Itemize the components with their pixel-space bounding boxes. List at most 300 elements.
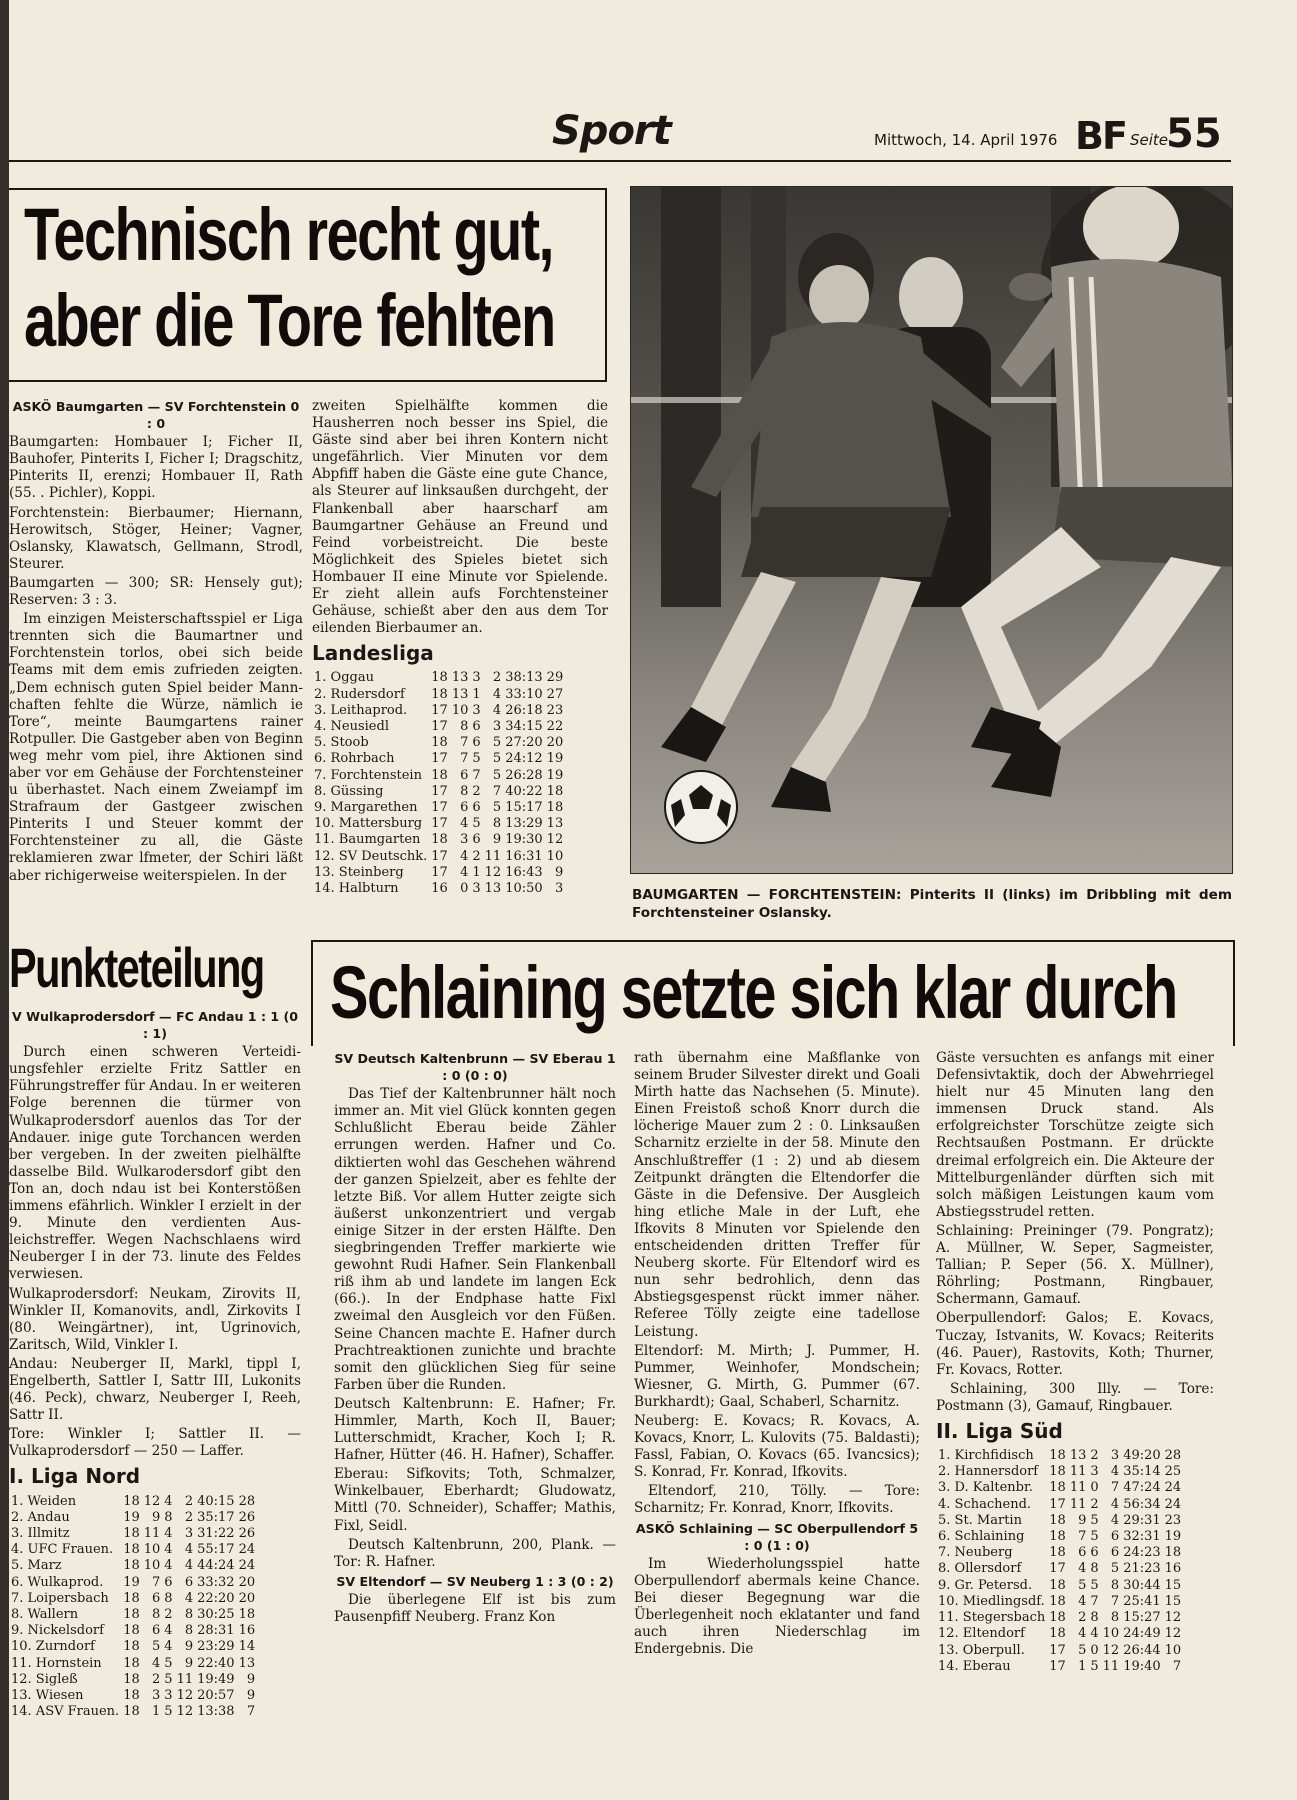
standings-table-liga-nord (9, 1494, 257, 1721)
article-1-column-a (9, 398, 303, 887)
table-cell: 26:18 (505, 702, 543, 718)
article-paragraph: Schlaining, 300 Illy. — Tore: Postmann (3), Gamauf, Ringbauer. (936, 1380, 1214, 1414)
table-cell: 7 (1110, 1593, 1120, 1609)
table-cell: 19 (546, 751, 564, 767)
table-cell: 1 (1078, 1658, 1087, 1674)
table-cell: 11 (143, 1525, 161, 1541)
table-cell: 44:24 (197, 1558, 235, 1574)
table-cell: 7 (460, 751, 469, 767)
table-cell: 7 (492, 783, 502, 799)
table-cell: 5 (1090, 1658, 1099, 1674)
table-cell: 29 (546, 670, 564, 686)
table-cell: 9 (184, 1639, 194, 1655)
table-cell: 2 (1090, 1448, 1099, 1464)
table-cell: 31:22 (197, 1525, 235, 1541)
table-cell: 3 (184, 1525, 194, 1541)
article-paragraph: Schlaining: Preininger (79. Pongratz); A. Müllner, W. Seper, Sagmeister, Tallian; P. Seper (56. X. Müllner), Röhrling; Postmann, Ringbauer, Schermann, Gamauf. (936, 1222, 1214, 1308)
table-cell: 18 (546, 800, 564, 816)
table-cell: 2 (184, 1509, 194, 1525)
table-cell: 4 (164, 1525, 173, 1541)
table-cell: 10 (451, 702, 469, 718)
table-cell: 9 (1078, 1512, 1087, 1528)
table-cell: 14 (238, 1639, 256, 1655)
table-cell: 5 (1078, 1642, 1087, 1658)
table-cell: 4 (1078, 1626, 1087, 1642)
table-cell: 38:13 (505, 670, 543, 686)
table-cell: 8 (184, 1623, 194, 1639)
table-cell: 12 (176, 1687, 194, 1703)
table-cell: 23 (546, 702, 564, 718)
table-row (936, 1545, 1183, 1561)
table-cell: 28:31 (197, 1623, 235, 1639)
table-cell: 12 (1164, 1626, 1182, 1642)
table-cell: 18 (1049, 1448, 1066, 1464)
table-row (312, 832, 565, 848)
table-cell: 13:29 (505, 816, 543, 832)
table-cell: 1 (472, 864, 481, 880)
table-cell: 2 (472, 783, 481, 799)
table-cell: 6 (472, 735, 481, 751)
table-row (312, 800, 565, 816)
table-cell: 0 (1090, 1642, 1099, 1658)
table-row (9, 1591, 257, 1607)
table-row (9, 1526, 257, 1542)
table-cell: 35:14 (1123, 1464, 1161, 1480)
table-cell: 19 (123, 1509, 140, 1525)
masthead-rule (9, 160, 1231, 162)
table-cell: 13 (451, 670, 469, 686)
table-cell: 17 (431, 800, 448, 816)
table-cell: 10 (546, 848, 564, 864)
table-cell: 9 (152, 1509, 161, 1525)
article-paragraph: Durch einen schweren Verteidiungsfehler erzielte Fritz Sattler en Führungstreffer für Andau. In er weiteren Folge berennen die türmer von Wulkaprodersdorf auenlos das Tor der Andauer. inige gute Torchancen werden ber vergeben. In der zweiten pielhälfte dasselbe Bild. Wulkarodersdorf gibt den Ton an, doch ndau ist bei Konterstößen immens efährlich. Winkler I erzielt in der 9. Minute den verdienten Ausleichstreffer. Wegen Nachschlaens wird Neuberger I in der 73. linute des Feldes verwiesen. (9, 1044, 301, 1283)
team-name: 2. Hannersdorf (938, 1464, 1039, 1480)
table-cell: 18 (123, 1687, 140, 1703)
table-cell: 9 (492, 832, 502, 848)
table-cell: 15:17 (505, 800, 543, 816)
table-cell: 4 (1110, 1496, 1120, 1512)
table-title-liga-nord: I. Liga Nord (9, 1464, 141, 1489)
article-paragraph: Forchtenstein: Bierbaumer; Hiernann, Herowitsch, Stöger, Heiner; Vagner, Oslansky, Klawatsch, Gellmann, Strodl, Steurer. (9, 504, 303, 572)
table-cell: 17 (431, 816, 448, 832)
table-cell: 26:28 (505, 767, 543, 783)
newspaper-logo: BF (1075, 114, 1126, 158)
table-row (936, 1448, 1183, 1464)
standings-table-landesliga (312, 670, 565, 897)
article-paragraph: Deutsch Kaltenbrunn: E. Hafner; Fr. Himmler, Marth, Koch II, Bauer; Lutterschmidt, Kracher, Koch I; R. Hafner, Hütter (46. H. Hafner), Schaffer. (334, 1395, 616, 1464)
table-cell: 2 (492, 670, 502, 686)
table-cell: 29:31 (1123, 1512, 1161, 1528)
table-cell: 7 (152, 1574, 161, 1590)
table-cell: 4 (184, 1590, 194, 1606)
table-cell: 5 (492, 800, 502, 816)
table-row (936, 1578, 1183, 1594)
table-cell: 22:40 (197, 1655, 235, 1671)
table-cell: 4 (1078, 1561, 1087, 1577)
table-cell: 4 (1110, 1512, 1120, 1528)
table-cell: 18 (1049, 1464, 1066, 1480)
table-cell: 4 (184, 1542, 194, 1558)
table-cell: 18 (1049, 1610, 1066, 1626)
table-cell: 16 (238, 1623, 256, 1639)
table-cell: 7 (1078, 1529, 1087, 1545)
team-name: 9. Gr. Petersd. (938, 1577, 1033, 1593)
table-cell: 19:49 (197, 1671, 235, 1687)
table-cell: 28 (1164, 1448, 1182, 1464)
table-cell: 18 (431, 670, 448, 686)
table-cell: 18 (1049, 1545, 1066, 1561)
table-cell: 4 (460, 848, 469, 864)
table-cell: 18 (431, 735, 448, 751)
table-cell: 15 (1164, 1577, 1182, 1593)
team-name: 3. Illmitz (11, 1525, 70, 1541)
table-row (312, 865, 565, 881)
table-cell: 18 (1049, 1626, 1066, 1642)
table-row (936, 1480, 1183, 1496)
team-name: 4. Schachend. (938, 1496, 1032, 1512)
table-row (9, 1672, 257, 1688)
match-photo (630, 186, 1233, 874)
table-cell: 4 (492, 702, 502, 718)
table-cell: 5 (492, 751, 502, 767)
article-paragraph: Wulkaprodersdorf: Neukam, Zirovits II, Winkler II, Komanovits, andl, Zirkovits I (80. Weingärtner), int, Ugrinovich, Zaritsch, Wild, Vinkler I. (9, 1285, 301, 1353)
table-cell: 27 (546, 686, 564, 702)
table-cell: 18 (431, 832, 448, 848)
table-cell: 30:25 (197, 1606, 235, 1622)
table-row (312, 784, 565, 800)
table-cell: 4 (164, 1493, 173, 1509)
table-cell: 18 (123, 1704, 140, 1720)
team-name: 6. Rohrbach (314, 751, 395, 767)
table-cell: 4 (1090, 1626, 1099, 1642)
article-paragraph: Das Tief der Kaltenbrunner hält noch immer an. Mit viel Glück konnten gegen Schlußlicht Eberau beide Zähler errungen werden. Hafner und Co. diktierten wohl das Geschehen während der ganzen Spielzeit, aber es fehlte der letzte Biß. Vor allem Hutter zeigte sich äußerst unkonzentriert und vergab einige Sitzer in der ersten Hälfte. Den siegbringenden Treffer markierte wie gewohnt Rudi Hafner. Sein Flankenball riß ihm ab und landete im langen Eck (66.). In der Endphase hatte Fixl zweimal den Ausgleich vor den Füßen. Seine Chancen machte E. Hafner durch Prachtreaktionen zunichte und brachte somit den glücklichen Sieg für seine Farben über die Runden. (334, 1086, 616, 1393)
table-cell: 18 (431, 767, 448, 783)
table-cell: 3 (472, 881, 481, 897)
team-name: 11. Stegersbach (938, 1610, 1046, 1626)
table-row (936, 1464, 1183, 1480)
table-cell: 17 (431, 864, 448, 880)
table-cell: 18 (1049, 1593, 1066, 1609)
team-name: 6. Schlaining (938, 1529, 1025, 1545)
table-cell: 3 (152, 1687, 161, 1703)
table-cell: 56:34 (1123, 1496, 1161, 1512)
table-cell: 12 (143, 1493, 161, 1509)
table-cell: 40:22 (505, 783, 543, 799)
table-cell: 18 (1049, 1480, 1066, 1496)
table-cell: 5 (492, 735, 502, 751)
table-cell: 6 (472, 832, 481, 848)
table-cell: 18 (1049, 1512, 1066, 1528)
match-heading: V Wulkaprodersdorf — FC Andau 1 : 1 (0 : 1) (11, 1009, 299, 1042)
article-paragraph: Im einzigen Meisterschaftsspiel er Liga trennten sich die Baumartner und Forchtenstein torlos, obei sich beide Teams mit dem emis zufrieden zeigten. „Dem echnisch guten Spiel beider Mannchaften fehlte die Würze, nämlich ie Tore“, meinte Baumgartens rainer Rotpuller. Die Gastgeber aben von Beginn weg mehr vom piel, ihre Aktionen sind aber vor em Gehäuse der Forchtensteiner u überhastet. Nach einem Zweiampf im Strafraum der Gastgeer zwischen Pinterits I und Steuer kommt der Forchtensteiner zu all, die Gäste reklamieren zwar lfmeter, der Schiri läßt aber richigerweise weiterspielen. In der (9, 611, 303, 884)
article-3-column-3 (936, 1050, 1214, 1675)
table-cell: 17 (1049, 1658, 1066, 1674)
table-cell: 24:12 (505, 751, 543, 767)
article-paragraph: Die überlegene Elf ist bis zum Pausenpfiff Neuberg. Franz Kon (334, 1591, 616, 1625)
team-name: 1. Weiden (11, 1493, 77, 1509)
table-cell: 6 (1110, 1545, 1120, 1561)
table-cell: 7 (472, 767, 481, 783)
team-name: 4. UFC Frauen. (11, 1542, 114, 1558)
table-cell: 2 (472, 848, 481, 864)
team-name: 12. Eltendorf (938, 1626, 1025, 1642)
table-cell: 6 (152, 1590, 161, 1606)
table-cell: 6 (472, 719, 481, 735)
table-cell: 8 (460, 783, 469, 799)
table-cell: 22 (546, 719, 564, 735)
table-cell: 4 (460, 864, 469, 880)
match-heading: SV Deutsch Kaltenbrunn — SV Eberau 1 : 0 (0 : 0) (334, 1051, 616, 1084)
table-cell: 23 (1164, 1512, 1182, 1528)
table-cell: 8 (1110, 1577, 1120, 1593)
table-cell: 8 (164, 1509, 173, 1525)
table-cell: 10 (143, 1558, 161, 1574)
team-name: 5. Stoob (314, 735, 369, 751)
table-cell: 1 (472, 686, 481, 702)
table-cell: 4 (164, 1558, 173, 1574)
table-cell: 27:20 (505, 735, 543, 751)
team-name: 2. Rudersdorf (314, 686, 405, 702)
table-cell: 19 (546, 767, 564, 783)
page-label: Seite (1130, 131, 1169, 149)
table-row (312, 670, 565, 686)
table-cell: 7 (1172, 1658, 1182, 1674)
table-cell: 23:29 (197, 1639, 235, 1655)
table-cell: 35:17 (197, 1509, 235, 1525)
table-row (312, 881, 565, 897)
table-cell: 6 (472, 800, 481, 816)
article-paragraph: Eberau: Sifkovits; Toth, Schmalzer, Winkelbauer, Eberhardt; Gludowatz, Mittl (70. Schneider), Schaffer; Mathis, Fixl, Seidl. (334, 1466, 616, 1534)
table-cell: 26:44 (1123, 1642, 1161, 1658)
table-cell: 16:31 (505, 848, 543, 864)
table-cell: 33:10 (505, 686, 543, 702)
table-cell: 3 (1090, 1464, 1099, 1480)
table-cell: 18 (1049, 1577, 1066, 1593)
table-cell: 18 (431, 686, 448, 702)
table-cell: 22:20 (197, 1590, 235, 1606)
table-cell: 6 (1078, 1545, 1087, 1561)
table-cell: 17 (1049, 1561, 1066, 1577)
table-cell: 24 (238, 1542, 256, 1558)
team-name: 10. Miedlingsdf. (938, 1593, 1045, 1609)
table-cell: 18 (123, 1558, 140, 1574)
table-row (936, 1561, 1183, 1577)
table-cell: 26 (238, 1525, 256, 1541)
table-row (312, 751, 565, 767)
table-cell: 19 (1164, 1529, 1182, 1545)
table-cell: 8 (1110, 1610, 1120, 1626)
table-cell: 2 (152, 1671, 161, 1687)
table-cell: 3 (492, 719, 502, 735)
table-cell: 12 (546, 832, 564, 848)
article-paragraph: zweiten Spielhälfte kommen die Hausherren noch besser ins Spiel, die Gäste sind aber bei ihren Kontern nicht ungefährlich. Vier Minuten vor dem Abpfiff haben die Gäste eine gute Chance, als Steurer auf linksaußen durchgeht, der Flankenball aber haarscharf am Baumgartner Gehäuse an Freund und Feind vorbeistreicht. Die beste Möglichkeit des Spieles bietet sich Hombauer II eine Minute vor Spielende. Er zieht allein aufs Forchtensteiner Gehäuse, schießt aber den aus dem Tor eilenden Bierbaumer an. (312, 398, 608, 637)
team-name: 14. Halbturn (314, 881, 399, 897)
table-cell: 4 (164, 1542, 173, 1558)
table-cell: 6 (1090, 1545, 1099, 1561)
table-cell: 5 (1090, 1577, 1099, 1593)
table-cell: 8 (1090, 1610, 1099, 1626)
table-cell: 19 (123, 1574, 140, 1590)
table-cell: 6 (164, 1574, 173, 1590)
table-title-landesliga: Landesliga (312, 641, 434, 666)
article-paragraph: rath übernahm eine Maßflanke von seinem Bruder Silvester direkt und Goali Mirth hatte das Nachsehen (5. Minute). Einen Freistoß schoß Knorr durch die löcherige Mauer zum 2 : 0. Linksaußen Scharnitz erzielte in der 58. Minute den Anschlußtreffer (1 : 2) und ab diesem Zeitpunkt drängten die Eltendorfer die Gäste in die Defensive. Der Ausgleich hing etliche Male in der Luft, ehe Ifkovits 8 Minuten vor Spielende den entscheidenden dritten Treffer für Neuberg skorte. Für Eltendorf wird es nun sehr bedrohlich, denn das Abstiegsgespenst rückt immer näher. Referee Tölly zeigte eine tadellose Leistung. (634, 1050, 920, 1340)
issue-date: Mittwoch, 14. April 1976 (874, 131, 1058, 149)
table-cell: 13 (484, 881, 502, 897)
table-cell: 5 (164, 1704, 173, 1720)
article-paragraph: Eltendorf, 210, Tölly. — Tore: Scharnitz; Fr. Konrad, Knorr, Ifkovits. (634, 1483, 920, 1517)
team-name: 6. Wulkaprod. (11, 1574, 104, 1590)
table-cell: 18 (123, 1542, 140, 1558)
table-cell: 8 (184, 1606, 194, 1622)
table-cell: 17 (1049, 1642, 1066, 1658)
table-cell: 4 (152, 1655, 161, 1671)
football-players-image (631, 187, 1233, 874)
table-cell: 24 (1164, 1480, 1182, 1496)
table-cell: 34:15 (505, 719, 543, 735)
table-cell: 30:44 (1123, 1577, 1161, 1593)
article-paragraph: Andau: Neuberger II, Markl, tippl I, Engelberth, Sattler I, Sattr III, Lukonits (46. Peck), chwarz, Neuberger I, Reeh, Sattr II. (9, 1355, 301, 1424)
table-cell: 4 (164, 1623, 173, 1639)
headline-2: Punkteteilung (9, 936, 264, 999)
team-name: 8. Ollersdorf (938, 1561, 1022, 1577)
table-cell: 47:24 (1123, 1480, 1161, 1496)
article-1-column-b (312, 398, 608, 897)
table-cell: 17 (431, 719, 448, 735)
table-row (312, 816, 565, 832)
article-paragraph: Baumgarten: Hombauer I; Ficher II, Bauhofer, Pinterits I, Ficher I; Dragschitz, Pinterits II, erenzi; Hombauer II, Rath (55. . Pichler), Koppi. (9, 434, 303, 502)
headline-1-line-1: Technisch recht gut, (24, 193, 553, 276)
table-cell: 6 (1110, 1529, 1120, 1545)
table-row (9, 1688, 257, 1704)
table-cell: 8 (164, 1590, 173, 1606)
table-cell: 12 (484, 864, 502, 880)
table-cell: 28 (238, 1493, 256, 1509)
table-cell: 7 (246, 1704, 256, 1720)
table-cell: 0 (1090, 1480, 1099, 1496)
article-paragraph: Eltendorf: M. Mirth; J. Pummer, H. Pummer, Weinhofer, Mondschein; Wiesner, G. Mirth, G. Pummer (67. Burkhardt); Gaal, Schaberl, Scharnitz. (634, 1342, 920, 1410)
table-cell: 24 (238, 1558, 256, 1574)
table-cell: 19:40 (1123, 1658, 1161, 1674)
table-cell: 24:23 (1123, 1545, 1161, 1561)
team-name: 3. D. Kaltenbr. (938, 1480, 1033, 1496)
table-row (312, 849, 565, 865)
article-3-column-2 (634, 1050, 920, 1660)
match-heading: SV Eltendorf — SV Neuberg 1 : 3 (0 : 2) (336, 1573, 614, 1589)
table-cell: 17 (431, 783, 448, 799)
table-cell: 19:30 (505, 832, 543, 848)
table-cell: 4 (460, 816, 469, 832)
table-cell: 24 (1164, 1496, 1182, 1512)
table-row (936, 1497, 1183, 1513)
table-cell: 4 (164, 1639, 173, 1655)
table-cell: 25:41 (1123, 1593, 1161, 1609)
team-name: 10. Zurndorf (11, 1639, 95, 1655)
table-cell: 49:20 (1123, 1448, 1161, 1464)
table-cell: 5 (152, 1639, 161, 1655)
table-row (312, 703, 565, 719)
table-row (936, 1626, 1183, 1642)
table-cell: 0 (460, 881, 469, 897)
photo-caption: BAUMGARTEN — FORCHTENSTEIN: Pinterits II (links) im Dribbling mit dem Forchtensteiner Oslansky. (632, 887, 1232, 921)
table-cell: 3 (1110, 1448, 1120, 1464)
table-cell: 2 (164, 1606, 173, 1622)
table-cell: 2 (1090, 1496, 1099, 1512)
table-row (9, 1558, 257, 1574)
table-cell: 9 (184, 1655, 194, 1671)
article-paragraph: Tore: Winkler I; Sattler II. — Vulkaprodersdorf — 250 — Laffer. (9, 1426, 301, 1460)
table-cell: 55:17 (197, 1542, 235, 1558)
table-cell: 5 (472, 816, 481, 832)
table-title-liga-sued: II. Liga Süd (936, 1418, 1063, 1443)
table-cell: 4 (1110, 1464, 1120, 1480)
table-cell: 4 (492, 686, 502, 702)
page-number: 55 (1166, 111, 1222, 157)
table-row (9, 1575, 257, 1591)
table-cell: 9 (554, 864, 564, 880)
team-name: 3. Leithaprod. (314, 702, 408, 718)
table-row (9, 1494, 257, 1510)
table-cell: 18 (123, 1606, 140, 1622)
table-cell: 40:15 (197, 1493, 235, 1509)
table-cell: 3 (472, 670, 481, 686)
table-cell: 13:38 (197, 1704, 235, 1720)
table-cell: 18 (238, 1606, 256, 1622)
team-name: 14. ASV Frauen. (11, 1704, 120, 1720)
table-cell: 20:57 (197, 1687, 235, 1703)
table-cell: 10:50 (505, 881, 543, 897)
table-cell: 5 (164, 1671, 173, 1687)
table-row (312, 768, 565, 784)
table-cell: 17 (431, 848, 448, 864)
table-cell: 8 (152, 1606, 161, 1622)
table-cell: 18 (123, 1493, 140, 1509)
table-cell: 6 (460, 800, 469, 816)
article-2-column (9, 1008, 301, 1720)
table-cell: 11 (1069, 1480, 1087, 1496)
table-cell: 15:27 (1123, 1610, 1161, 1626)
table-cell: 20 (238, 1574, 256, 1590)
table-cell: 7 (1090, 1593, 1099, 1609)
team-name: 11. Baumgarten (314, 832, 421, 848)
article-paragraph: Gäste versuchten es anfangs mit einer Defensivtaktik, doch der Abwehrriegel hielt nur 45 Minuten lang den immensen Druck stand. Als erfolgreichster Torschütze zeigte sich Rechtsaußen Postmann. Er drückte dreimal erfolgreich ein. Die Akteure der Mittelburgenländer dürften sich mit solch mäßigen Leistungen kaum vom Abstiegsstrudel retten. (936, 1050, 1214, 1220)
team-name: 7. Forchtenstein (314, 767, 422, 783)
table-cell: 8 (492, 816, 502, 832)
article-paragraph: Deutsch Kaltenbrunn, 200, Plank. — Tor: R. Hafner. (334, 1536, 616, 1570)
table-cell: 1 (152, 1704, 161, 1720)
table-cell: 18 (546, 783, 564, 799)
table-cell: 25 (1164, 1464, 1182, 1480)
team-name: 8. Güssing (314, 783, 384, 799)
section-title: Sport (552, 108, 671, 154)
article-paragraph: Im Wiederholungsspiel hatte Oberpullendorf abermals keine Chance. Bei dieser Begegnung war die Überlegenheit noch eklatanter und fand auch ihren Niederschlag im Endergebnis. Die (634, 1555, 920, 1658)
table-cell: 18 (123, 1639, 140, 1655)
table-cell: 11 (1102, 1658, 1120, 1674)
table-cell: 18 (123, 1525, 140, 1541)
table-cell: 18 (123, 1590, 140, 1606)
table-cell: 3 (164, 1687, 173, 1703)
table-cell: 7 (460, 735, 469, 751)
table-row (9, 1510, 257, 1526)
table-cell: 5 (1090, 1512, 1099, 1528)
table-cell: 18 (123, 1655, 140, 1671)
team-name: 5. Marz (11, 1558, 62, 1574)
table-cell: 17 (431, 702, 448, 718)
match-heading: ASKÖ Baumgarten — SV Forchtenstein 0 : 0 (12, 399, 300, 432)
table-cell: 10 (143, 1542, 161, 1558)
table-cell: 5 (1110, 1561, 1120, 1577)
team-name: 9. Nickelsdorf (11, 1623, 104, 1639)
table-row (9, 1623, 257, 1639)
